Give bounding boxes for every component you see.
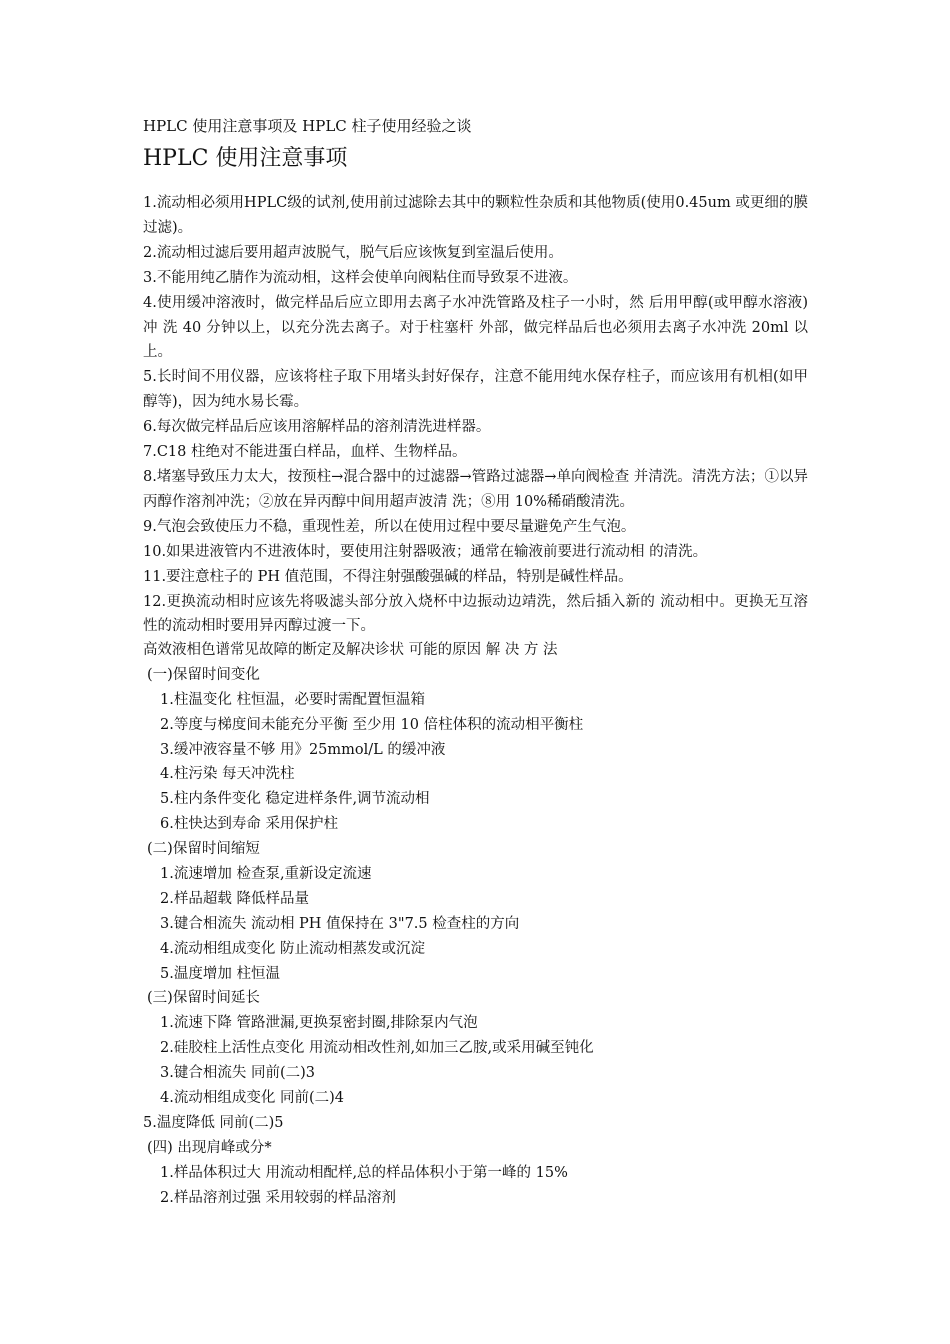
- section-heading: HPLC 使用注意事项: [143, 146, 348, 171]
- troubleshooting-line: 2.等度与梯度间未能充分平衡 至少用 10 倍柱体积的流动相平衡柱: [160, 716, 584, 733]
- troubleshooting-list: [143, 638, 808, 1210]
- note-paragraph: 12.更换流动相时应该先将吸滤头部分放入烧杯中边振动边靖洗，然后插入新的 流动相中。更换无互溶性的流动相时要用异丙醇过渡一下。: [143, 593, 808, 635]
- troubleshooting-category: (一)保留时间变化: [147, 666, 260, 683]
- note-paragraph: 10.如果进液管内不进液体时，要使用注射器吸液；通常在输液前要进行流动相 的清洗。: [143, 543, 708, 560]
- troubleshooting-line: 4.流动相组成变化 防止流动相蒸发或沉淀: [160, 940, 425, 957]
- note-paragraph: 6.每次做完样品后应该用溶解样品的溶剂清洗进样器。: [143, 419, 491, 436]
- troubleshooting-line: 5.柱内条件变化 稳定进样条件,调节流动相: [160, 791, 430, 808]
- document-title: HPLC 使用注意事项及 HPLC 柱子使用经验之谈: [143, 117, 472, 135]
- troubleshooting-line: 高效液相色谱常见故障的断定及解决诊状 可能的原因 解 决 方 法: [143, 642, 558, 658]
- note-paragraph: 4.使用缓冲溶液时，做完样品后应立即用去离子水冲洗管路及柱子一小时，然 后用甲醇(或甲醇水溶液)冲 洗 40 分钟以上，以充分洗去离子。对于柱塞杆 外部，做完样品后也必须用去离子水冲洗 20ml 以上。: [143, 294, 808, 361]
- note-paragraph: 7.C18 柱绝对不能进蛋白样品，血样、生物样品。: [143, 444, 467, 461]
- troubleshooting-category: (二)保留时间缩短: [147, 841, 260, 858]
- troubleshooting-line: 3.键合相流失 流动相 PH 值保持在 3"7.5 检查柱的方向: [160, 915, 520, 932]
- troubleshooting-line: 5.温度增加 柱恒温: [160, 965, 280, 982]
- troubleshooting-category: (四) 出现肩峰或分*: [147, 1139, 272, 1156]
- troubleshooting-line: 4.流动相组成变化 同前(二)4: [160, 1090, 344, 1107]
- troubleshooting-line: 1.流速下降 管路泄漏,更换泵密封圈,排除泵内气泡: [160, 1015, 478, 1032]
- note-paragraph: 5.长时间不用仪器，应该将柱子取下用堵头封好保存，注意不能用纯水保存柱子，而应该用有机相(如甲醇等)，因为纯水易长霉。: [143, 369, 808, 411]
- troubleshooting-line: 3.缓冲液容量不够 用》25mmol/L 的缓冲液: [160, 741, 446, 758]
- troubleshooting-category: (三)保留时间延长: [147, 990, 260, 1007]
- troubleshooting-line: 5.温度降低 同前(二)5: [143, 1114, 284, 1131]
- troubleshooting-line: 2.硅胶柱上活性点变化 用流动相改性剂,如加三乙胺,或采用碱至钝化: [160, 1040, 594, 1057]
- troubleshooting-line: 1.流速增加 检查泵,重新设定流速: [160, 866, 372, 883]
- troubleshooting-line: 1.柱温变化 柱恒温，必要时需配置恒温箱: [160, 691, 425, 708]
- troubleshooting-line: 2.样品超载 降低样品量: [160, 890, 309, 907]
- note-paragraph: 8.堵塞导致压力太大，按预柱→混合器中的过滤器→管路过滤器→单向阀检查 并清洗。清洗方法；①以异 丙醇作溶剂冲洗；②放在异丙醇中间用超声波清 洗；⑧用 10%稀硝酸清洗。: [143, 468, 808, 510]
- note-paragraph: 2.流动相过滤后要用超声波脱气，脱气后应该恢复到室温后使用。: [143, 244, 563, 261]
- troubleshooting-line: 6.柱快达到寿命 采用保护柱: [160, 816, 338, 833]
- troubleshooting-line: 4.柱污染 每天冲洗柱: [160, 766, 295, 783]
- note-paragraph: 1.流动相必须用HPLC级的试剂,使用前过滤除去其中的颗粒性杂质和其他物质(使用0.45um 或更细的膜 过滤)。: [143, 195, 808, 236]
- note-paragraph: 3.不能用纯乙腈作为流动相，这样会使单向阀粘住而导致泵不进液。: [143, 269, 578, 286]
- troubleshooting-line: 1.样品体积过大 用流动相配样,总的样品体积小于第一峰的 15%: [160, 1164, 568, 1181]
- notes-list: [143, 191, 808, 639]
- troubleshooting-line: 3.键合相流失 同前(二)3: [160, 1065, 315, 1082]
- note-paragraph: 9.气泡会致使压力不稳，重现性差，所以在使用过程中要尽量避免产生气泡。: [143, 518, 636, 535]
- note-paragraph: 11.要注意柱子的 PH 值范围，不得注射强酸强碱的样品，特别是碱性样品。: [143, 568, 633, 585]
- troubleshooting-line: 2.样品溶剂过强 采用较弱的样品溶剂: [160, 1189, 396, 1206]
